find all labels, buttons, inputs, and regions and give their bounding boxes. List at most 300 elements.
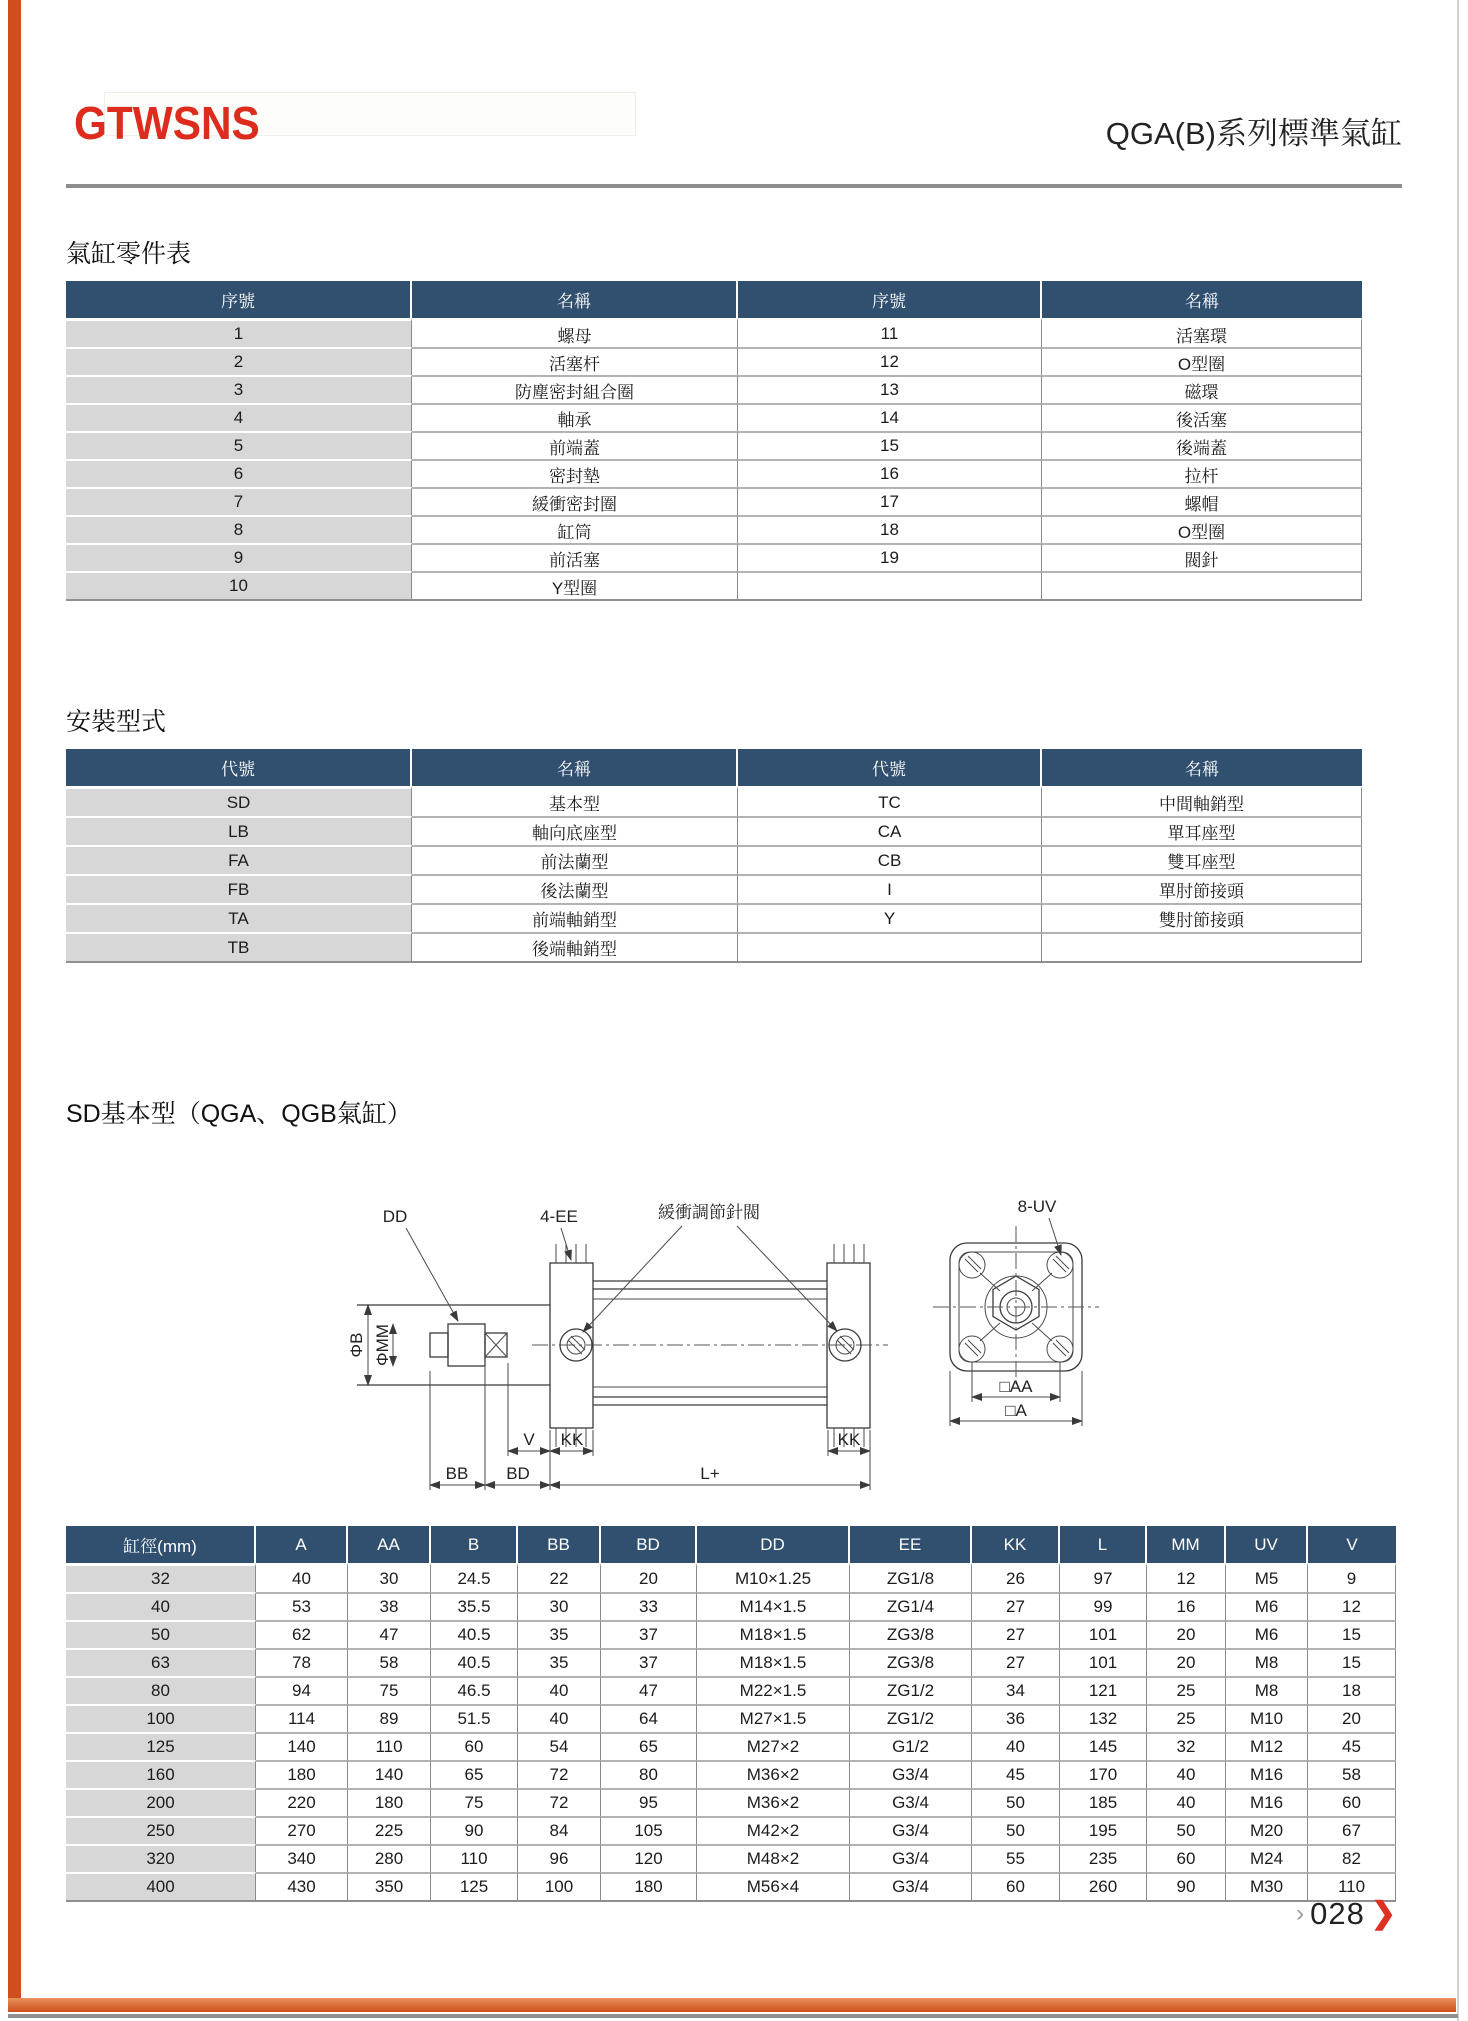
parts-section-heading: 氣缸零件表 xyxy=(66,240,192,268)
table-cell: 50 xyxy=(972,1788,1060,1816)
table-cell: 防塵密封組合圈 xyxy=(412,375,738,403)
table-cell: 40 xyxy=(972,1732,1060,1760)
column-header: 序號 xyxy=(66,281,412,318)
table-cell: 50 xyxy=(972,1816,1060,1844)
table-cell: 225 xyxy=(348,1816,431,1844)
table-cell: 36 xyxy=(972,1704,1060,1732)
table-cell: M30 xyxy=(1226,1872,1308,1902)
table-cell: 180 xyxy=(348,1788,431,1816)
table-row xyxy=(66,1844,1396,1872)
table-cell: 閥針 xyxy=(1042,543,1362,571)
label-aa-square: □AA xyxy=(999,1377,1033,1396)
column-header: 代號 xyxy=(738,749,1042,786)
table-cell: 35.5 xyxy=(431,1592,518,1620)
table-cell: 63 xyxy=(66,1648,256,1676)
column-header: EE xyxy=(850,1526,972,1563)
table-cell: 螺帽 xyxy=(1042,487,1362,515)
technical-drawing xyxy=(278,1158,1298,1503)
table-cell: 20 xyxy=(1147,1620,1226,1648)
table-cell: ZG1/4 xyxy=(850,1592,972,1620)
table-row xyxy=(66,903,1362,932)
table-cell: M10×1.25 xyxy=(697,1563,850,1592)
table-cell: 16 xyxy=(1147,1592,1226,1620)
table-cell: 37 xyxy=(601,1648,697,1676)
table-cell: 75 xyxy=(431,1788,518,1816)
table-cell: 90 xyxy=(431,1816,518,1844)
table-cell: M18×1.5 xyxy=(697,1620,850,1648)
table-cell: 20 xyxy=(1308,1704,1396,1732)
table-cell: M36×2 xyxy=(697,1788,850,1816)
table-cell: 40 xyxy=(1147,1788,1226,1816)
table-cell: 270 xyxy=(256,1816,348,1844)
table-cell: 30 xyxy=(518,1592,601,1620)
table-cell: 前端蓋 xyxy=(412,431,738,459)
table-cell: 195 xyxy=(1060,1816,1147,1844)
table-cell: 125 xyxy=(431,1872,518,1902)
table-row xyxy=(66,874,1362,903)
table-cell: ZG3/8 xyxy=(850,1648,972,1676)
table-cell: 340 xyxy=(256,1844,348,1872)
table-cell: 35 xyxy=(518,1620,601,1648)
table-cell: 密封墊 xyxy=(412,459,738,487)
table-cell: M12 xyxy=(1226,1732,1308,1760)
table-cell: 14 xyxy=(738,403,1042,431)
bottom-accent-bar xyxy=(8,1998,1456,2012)
label-4-ee: 4-EE xyxy=(540,1207,578,1226)
table-cell: 32 xyxy=(1147,1732,1226,1760)
label-bd: BD xyxy=(506,1464,530,1483)
table-cell: 260 xyxy=(1060,1872,1147,1902)
table-cell: 180 xyxy=(256,1760,348,1788)
table-cell: 60 xyxy=(431,1732,518,1760)
prev-chevron-icon: › xyxy=(1296,1900,1305,1927)
table-cell: 25 xyxy=(1147,1676,1226,1704)
table-cell: 58 xyxy=(1308,1760,1396,1788)
column-header: BB xyxy=(518,1526,601,1563)
table-cell: TA xyxy=(66,903,412,932)
table-cell: LB xyxy=(66,816,412,845)
table-cell: 185 xyxy=(1060,1788,1147,1816)
label-bb: BB xyxy=(445,1464,469,1483)
table-cell: SD xyxy=(66,786,412,816)
header-divider xyxy=(66,184,1402,188)
table-row xyxy=(66,1872,1396,1902)
table-cell: M36×2 xyxy=(697,1760,850,1788)
label-a-square: □A xyxy=(1005,1401,1027,1420)
table-cell: 84 xyxy=(518,1816,601,1844)
table-cell: 17 xyxy=(738,487,1042,515)
table-cell: 220 xyxy=(256,1788,348,1816)
table-row xyxy=(66,543,1362,571)
table-cell: 6 xyxy=(66,459,412,487)
table-cell: 雙耳座型 xyxy=(1042,845,1362,874)
table-row xyxy=(66,515,1362,543)
table-cell: 47 xyxy=(601,1676,697,1704)
page-right-edge xyxy=(1457,0,1459,2021)
table-cell: 320 xyxy=(66,1844,256,1872)
table-cell: 60 xyxy=(1147,1844,1226,1872)
table-cell: 105 xyxy=(601,1816,697,1844)
table-cell: 140 xyxy=(348,1760,431,1788)
table-row xyxy=(66,431,1362,459)
column-header: 代號 xyxy=(66,749,412,786)
table-cell: 基本型 xyxy=(412,786,738,816)
table-cell: 5 xyxy=(66,431,412,459)
table-cell: 64 xyxy=(601,1704,697,1732)
table-cell: 缸筒 xyxy=(412,515,738,543)
table-cell: 40 xyxy=(1147,1760,1226,1788)
table-row xyxy=(66,932,1362,963)
mounting-section-heading: 安裝型式 xyxy=(66,708,167,736)
table-cell xyxy=(1042,932,1362,963)
table-cell: TB xyxy=(66,932,412,963)
table-cell: 72 xyxy=(518,1788,601,1816)
column-header: UV xyxy=(1226,1526,1308,1563)
table-cell: 18 xyxy=(1308,1676,1396,1704)
column-header: A xyxy=(256,1526,348,1563)
table-cell: M8 xyxy=(1226,1676,1308,1704)
table-cell: 8 xyxy=(66,515,412,543)
label-phi-b: ΦB xyxy=(347,1332,366,1358)
table-cell: 53 xyxy=(256,1592,348,1620)
table-cell: 94 xyxy=(256,1676,348,1704)
table-cell: 60 xyxy=(972,1872,1060,1902)
table-row xyxy=(66,1648,1396,1676)
table-cell: 40.5 xyxy=(431,1620,518,1648)
table-cell: M10 xyxy=(1226,1704,1308,1732)
table-cell: 200 xyxy=(66,1788,256,1816)
label-cushion-valve: 緩衝調節針閥 xyxy=(658,1203,760,1222)
table-cell: 47 xyxy=(348,1620,431,1648)
table-cell: 12 xyxy=(1147,1563,1226,1592)
table-cell: 54 xyxy=(518,1732,601,1760)
dimensions-table xyxy=(66,1526,1396,1902)
table-cell: 25 xyxy=(1147,1704,1226,1732)
table-row xyxy=(66,1760,1396,1788)
table-cell: 1 xyxy=(66,318,412,347)
table-cell: 65 xyxy=(431,1760,518,1788)
table-cell xyxy=(738,571,1042,601)
column-header: KK xyxy=(972,1526,1060,1563)
page-number: 028 xyxy=(1310,1896,1365,1931)
table-cell: 180 xyxy=(601,1872,697,1902)
table-cell: 活塞環 xyxy=(1042,318,1362,347)
table-cell: 活塞杆 xyxy=(412,347,738,375)
table-cell: 後活塞 xyxy=(1042,403,1362,431)
header-row xyxy=(66,749,1362,786)
table-row xyxy=(66,1592,1396,1620)
table-cell: 45 xyxy=(1308,1732,1396,1760)
table-cell: 78 xyxy=(256,1648,348,1676)
table-cell: 後法蘭型 xyxy=(412,874,738,903)
table-row xyxy=(66,571,1362,601)
table-cell: 80 xyxy=(601,1760,697,1788)
table-cell: 96 xyxy=(518,1844,601,1872)
table-cell: M24 xyxy=(1226,1844,1308,1872)
table-cell: 前活塞 xyxy=(412,543,738,571)
table-cell: M27×2 xyxy=(697,1732,850,1760)
table-cell: 24.5 xyxy=(431,1563,518,1592)
table-cell: 40 xyxy=(66,1592,256,1620)
table-cell: Y xyxy=(738,903,1042,932)
table-cell xyxy=(738,932,1042,963)
table-row xyxy=(66,1676,1396,1704)
table-cell: 430 xyxy=(256,1872,348,1902)
table-cell: 34 xyxy=(972,1676,1060,1704)
table-cell xyxy=(1042,571,1362,601)
table-cell: G1/2 xyxy=(850,1732,972,1760)
table-cell: M16 xyxy=(1226,1760,1308,1788)
mounting-table xyxy=(66,749,1362,963)
table-row xyxy=(66,459,1362,487)
table-cell: 22 xyxy=(518,1563,601,1592)
table-cell: 15 xyxy=(1308,1620,1396,1648)
table-cell: 15 xyxy=(1308,1648,1396,1676)
label-8-uv: 8-UV xyxy=(1017,1197,1057,1216)
table-cell: G3/4 xyxy=(850,1760,972,1788)
column-header: 序號 xyxy=(738,281,1042,318)
column-header: AA xyxy=(348,1526,431,1563)
table-cell: 72 xyxy=(518,1760,601,1788)
table-cell: G3/4 xyxy=(850,1844,972,1872)
table-row xyxy=(66,1563,1396,1592)
table-cell: 160 xyxy=(66,1760,256,1788)
table-cell: G3/4 xyxy=(850,1872,972,1902)
label-v: V xyxy=(523,1430,535,1449)
table-cell: 140 xyxy=(256,1732,348,1760)
table-row xyxy=(66,1704,1396,1732)
table-cell: 50 xyxy=(66,1620,256,1648)
column-header: DD xyxy=(697,1526,850,1563)
page-footer xyxy=(1296,1896,1396,1932)
column-header: V xyxy=(1308,1526,1396,1563)
table-cell: 125 xyxy=(66,1732,256,1760)
table-cell: 97 xyxy=(1060,1563,1147,1592)
table-cell: 軸向底座型 xyxy=(412,816,738,845)
table-cell: 50 xyxy=(1147,1816,1226,1844)
table-cell: 235 xyxy=(1060,1844,1147,1872)
table-cell: M20 xyxy=(1226,1816,1308,1844)
table-cell: FA xyxy=(66,845,412,874)
table-cell: 120 xyxy=(601,1844,697,1872)
table-cell: 7 xyxy=(66,487,412,515)
table-cell: 後端蓋 xyxy=(1042,431,1362,459)
end-view xyxy=(933,1197,1099,1426)
side-view xyxy=(347,1203,888,1490)
table-cell: 4 xyxy=(66,403,412,431)
table-row xyxy=(66,1788,1396,1816)
label-dd: DD xyxy=(382,1207,408,1226)
table-row xyxy=(66,375,1362,403)
table-cell: 58 xyxy=(348,1648,431,1676)
parts-table xyxy=(66,281,1362,601)
table-cell: 55 xyxy=(972,1844,1060,1872)
table-cell: ZG3/8 xyxy=(850,1620,972,1648)
column-header: L xyxy=(1060,1526,1147,1563)
table-cell: 400 xyxy=(66,1872,256,1902)
column-header: 缸徑(mm) xyxy=(66,1526,256,1563)
table-row xyxy=(66,487,1362,515)
label-kk-front: KK xyxy=(560,1430,584,1449)
table-cell: ZG1/2 xyxy=(850,1676,972,1704)
table-row xyxy=(66,1732,1396,1760)
brand-logo: GTWSNS xyxy=(74,97,260,149)
table-cell: CB xyxy=(738,845,1042,874)
table-cell: 45 xyxy=(972,1760,1060,1788)
header-row xyxy=(66,1526,1396,1563)
table-cell: 101 xyxy=(1060,1648,1147,1676)
label-kk-rear: KK xyxy=(837,1430,861,1449)
table-cell: 40 xyxy=(518,1704,601,1732)
table-cell: 15 xyxy=(738,431,1042,459)
column-header: B xyxy=(431,1526,518,1563)
table-cell: 60 xyxy=(1308,1788,1396,1816)
table-cell: M5 xyxy=(1226,1563,1308,1592)
column-header: 名稱 xyxy=(1042,749,1362,786)
table-cell: 90 xyxy=(1147,1872,1226,1902)
table-cell: 95 xyxy=(601,1788,697,1816)
table-cell: O型圈 xyxy=(1042,347,1362,375)
table-cell: M27×1.5 xyxy=(697,1704,850,1732)
table-row xyxy=(66,403,1362,431)
table-cell: 20 xyxy=(601,1563,697,1592)
label-phi-mm: ΦMM xyxy=(373,1324,392,1366)
table-cell: O型圈 xyxy=(1042,515,1362,543)
table-cell: M8 xyxy=(1226,1648,1308,1676)
table-cell: ZG1/8 xyxy=(850,1563,972,1592)
table-cell: FB xyxy=(66,874,412,903)
drawing-section-heading: SD基本型（QGA、QGB氣缸） xyxy=(66,1100,412,1128)
table-cell: 75 xyxy=(348,1676,431,1704)
table-cell: 350 xyxy=(348,1872,431,1902)
table-cell: 250 xyxy=(66,1816,256,1844)
table-cell: 33 xyxy=(601,1592,697,1620)
table-cell: 後端軸銷型 xyxy=(412,932,738,963)
table-cell: 38 xyxy=(348,1592,431,1620)
table-cell: 65 xyxy=(601,1732,697,1760)
header-row xyxy=(66,281,1362,318)
table-cell: 12 xyxy=(1308,1592,1396,1620)
table-cell: 80 xyxy=(66,1676,256,1704)
table-cell: 27 xyxy=(972,1592,1060,1620)
table-cell: M14×1.5 xyxy=(697,1592,850,1620)
table-cell: G3/4 xyxy=(850,1816,972,1844)
table-cell: 37 xyxy=(601,1620,697,1648)
table-row xyxy=(66,318,1362,347)
table-cell: CA xyxy=(738,816,1042,845)
table-cell: 82 xyxy=(1308,1844,1396,1872)
table-cell: 9 xyxy=(1308,1563,1396,1592)
table-cell: M6 xyxy=(1226,1592,1308,1620)
table-cell: 100 xyxy=(66,1704,256,1732)
table-cell: Y型圈 xyxy=(412,571,738,601)
table-cell: 40 xyxy=(518,1676,601,1704)
table-cell: 114 xyxy=(256,1704,348,1732)
table-cell: 軸承 xyxy=(412,403,738,431)
table-cell: M42×2 xyxy=(697,1816,850,1844)
table-cell: 26 xyxy=(972,1563,1060,1592)
table-cell: 2 xyxy=(66,347,412,375)
table-row xyxy=(66,786,1362,816)
column-header: BD xyxy=(601,1526,697,1563)
column-header: 名稱 xyxy=(412,749,738,786)
table-cell: M6 xyxy=(1226,1620,1308,1648)
table-cell: 9 xyxy=(66,543,412,571)
table-cell: 單肘節接頭 xyxy=(1042,874,1362,903)
table-cell: ZG1/2 xyxy=(850,1704,972,1732)
table-cell: M56×4 xyxy=(697,1872,850,1902)
table-cell: 前法蘭型 xyxy=(412,845,738,874)
page-bottom-edge xyxy=(8,2014,1458,2018)
table-cell: 18 xyxy=(738,515,1042,543)
table-cell: 緩衝密封圈 xyxy=(412,487,738,515)
table-cell: 89 xyxy=(348,1704,431,1732)
table-cell: 12 xyxy=(738,347,1042,375)
table-cell: TC xyxy=(738,786,1042,816)
table-cell: 19 xyxy=(738,543,1042,571)
table-cell: 110 xyxy=(348,1732,431,1760)
table-cell: 3 xyxy=(66,375,412,403)
table-cell: 99 xyxy=(1060,1592,1147,1620)
table-cell: 280 xyxy=(348,1844,431,1872)
table-cell: 10 xyxy=(66,571,412,601)
table-cell: 46.5 xyxy=(431,1676,518,1704)
table-row xyxy=(66,816,1362,845)
table-cell: 132 xyxy=(1060,1704,1147,1732)
table-cell: 170 xyxy=(1060,1760,1147,1788)
table-cell: 121 xyxy=(1060,1676,1147,1704)
table-cell: 螺母 xyxy=(412,318,738,347)
table-cell: 110 xyxy=(431,1844,518,1872)
table-cell: 20 xyxy=(1147,1648,1226,1676)
table-cell: 13 xyxy=(738,375,1042,403)
table-cell: 40 xyxy=(256,1563,348,1592)
table-cell: 51.5 xyxy=(431,1704,518,1732)
table-cell: 中間軸銷型 xyxy=(1042,786,1362,816)
table-cell: 27 xyxy=(972,1648,1060,1676)
table-cell: I xyxy=(738,874,1042,903)
table-cell: 67 xyxy=(1308,1816,1396,1844)
table-cell: 32 xyxy=(66,1563,256,1592)
table-cell: 35 xyxy=(518,1648,601,1676)
table-cell: 11 xyxy=(738,318,1042,347)
column-header: 名稱 xyxy=(1042,281,1362,318)
left-accent-bar xyxy=(8,0,21,2012)
table-cell: M16 xyxy=(1226,1788,1308,1816)
table-cell: 雙肘節接頭 xyxy=(1042,903,1362,932)
table-cell: 101 xyxy=(1060,1620,1147,1648)
table-cell: 單耳座型 xyxy=(1042,816,1362,845)
table-row xyxy=(66,347,1362,375)
label-l-plus: L+ xyxy=(700,1464,720,1483)
table-cell: M48×2 xyxy=(697,1844,850,1872)
column-header: 名稱 xyxy=(412,281,738,318)
table-cell: 16 xyxy=(738,459,1042,487)
table-cell: 40.5 xyxy=(431,1648,518,1676)
table-row xyxy=(66,1620,1396,1648)
table-cell: 磁環 xyxy=(1042,375,1362,403)
table-cell: G3/4 xyxy=(850,1788,972,1816)
table-cell: 27 xyxy=(972,1620,1060,1648)
table-cell: 145 xyxy=(1060,1732,1147,1760)
next-chevron-icon: ❯ xyxy=(1370,1897,1396,1930)
table-cell: 拉杆 xyxy=(1042,459,1362,487)
table-row xyxy=(66,1816,1396,1844)
table-cell: 30 xyxy=(348,1563,431,1592)
column-header: MM xyxy=(1147,1526,1226,1563)
table-cell: 100 xyxy=(518,1872,601,1902)
page-title: QGA(B)系列標準氣缸 xyxy=(1105,116,1402,151)
